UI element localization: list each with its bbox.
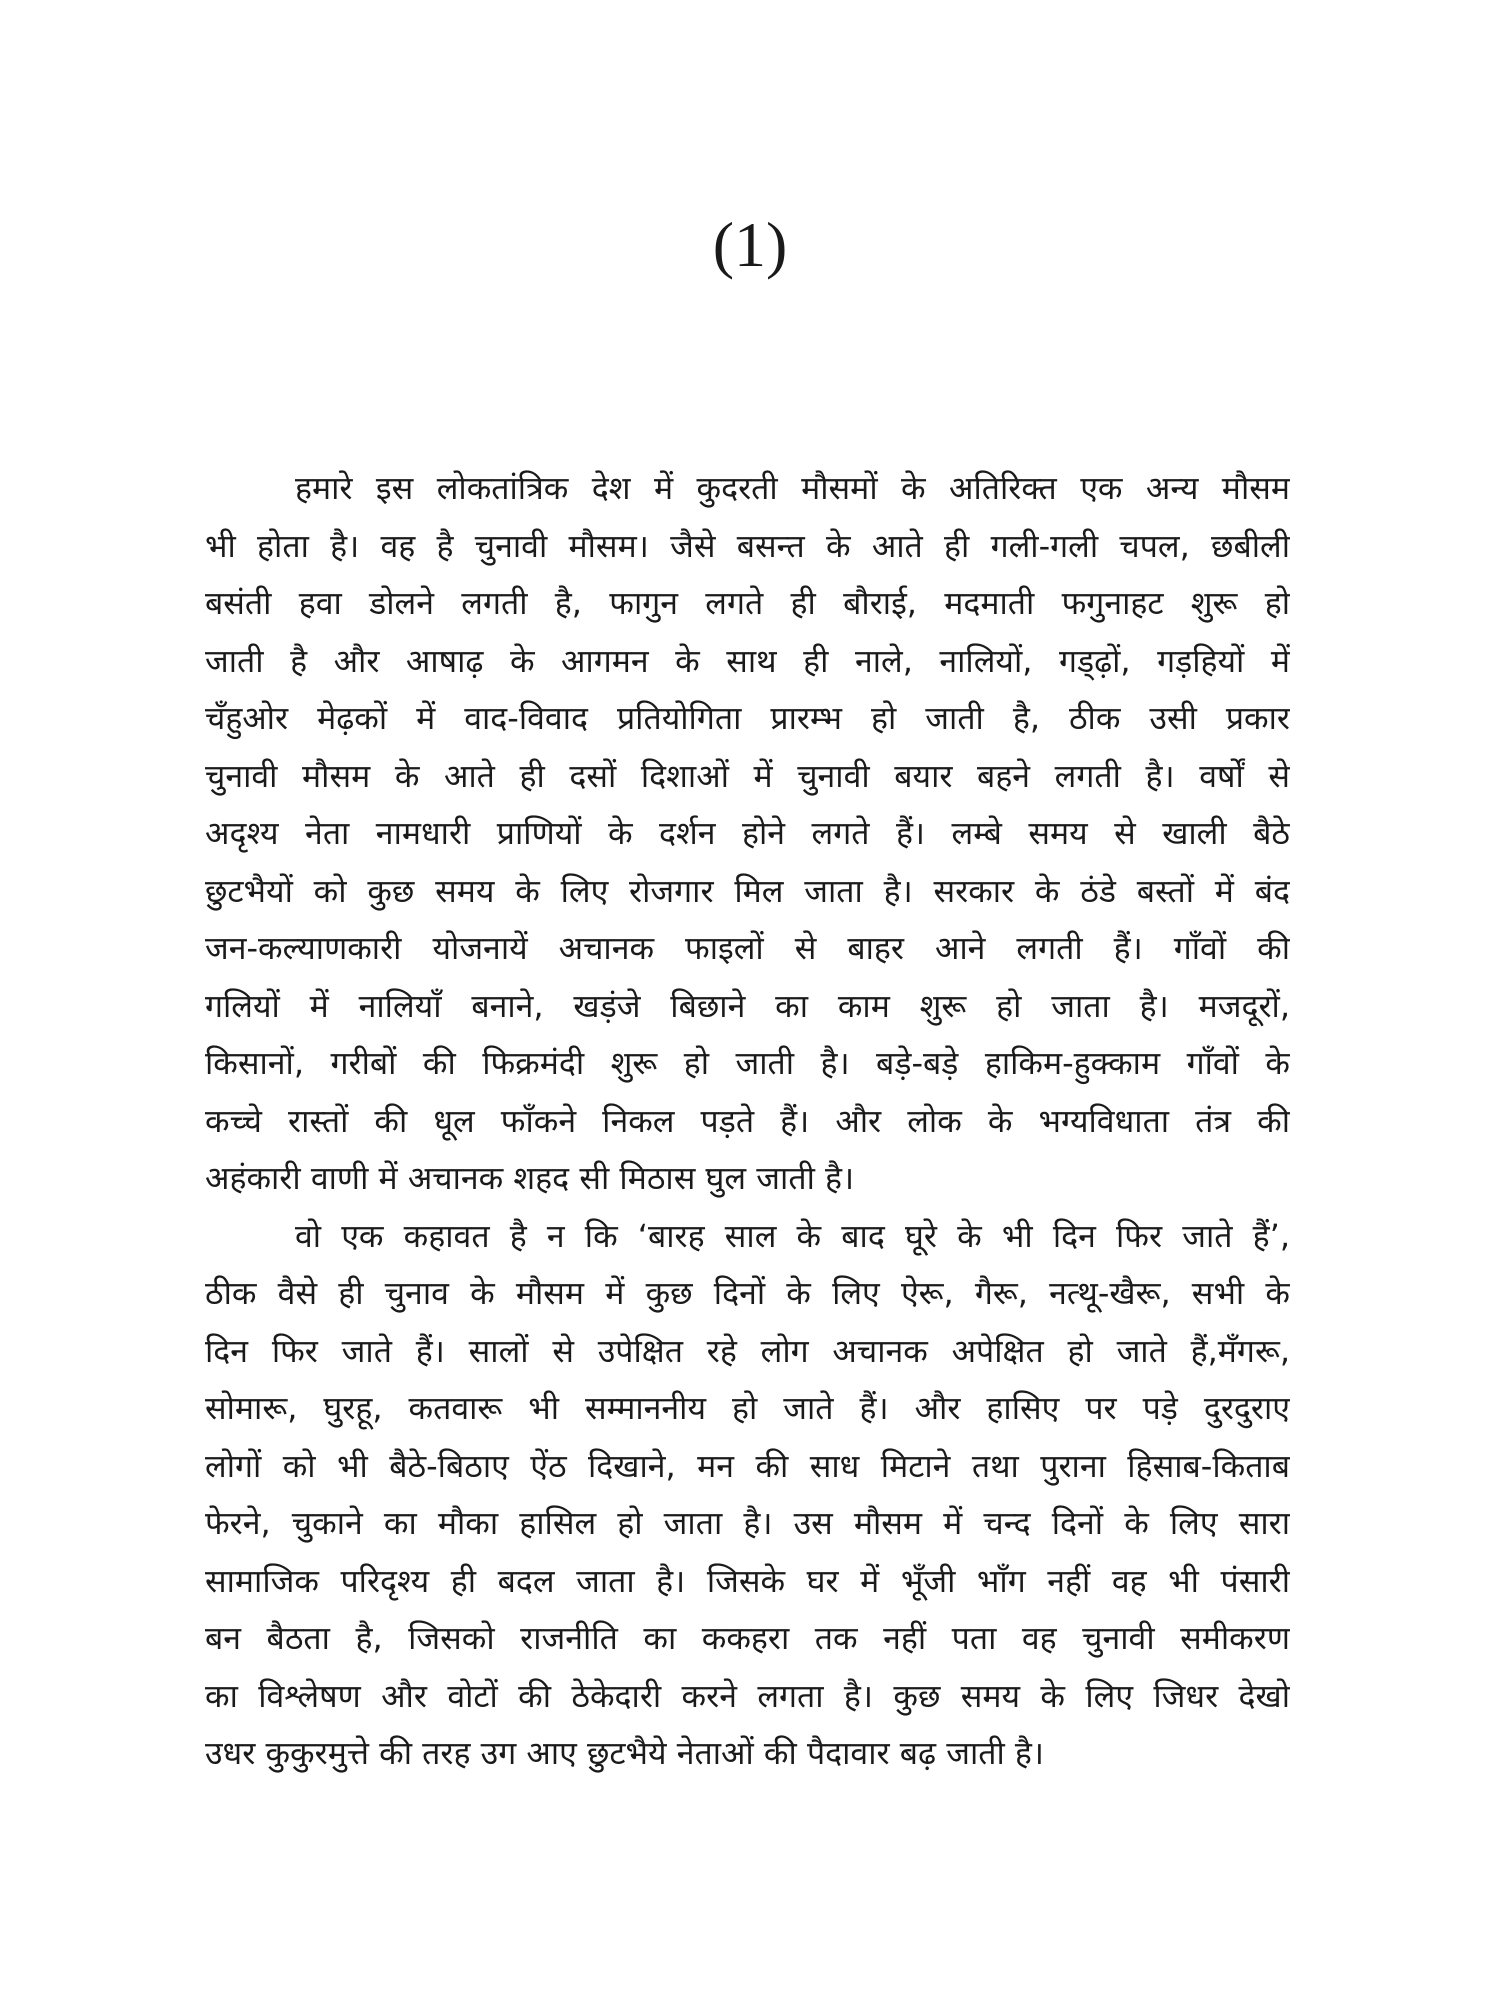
paragraph-line: वो एक कहावत है न कि ‘बारह साल के बाद घूरे के भी दिन फिर जाते हैं’, — [295, 1216, 1290, 1255]
body-text — [205, 460, 1290, 1783]
paragraph-line: दिन फिर जाते हैं। सालों से उपेक्षित रहे लोग अचानक अपेक्षित हो जाते हैं,मँगरू, — [205, 1331, 1290, 1370]
paragraph-line: चुनावी मौसम के आते ही दसों दिशाओं में चुनावी बयार बहने लगती है। वर्षों से — [205, 756, 1290, 795]
paragraph-line: जन-कल्याणकारी योजनायें अचानक फाइलों से बाहर आने लगती हैं। गाँवों की — [205, 929, 1290, 967]
paragraph-line: उधर कुकुरमुत्ते की तरह उग आए छुटभैये नेताओं की पैदावार बढ़ जाती है। — [205, 1734, 1045, 1772]
paragraph-line: चँहुओर मेढ़कों में वाद-विवाद प्रतियोगिता प्रारम्भ हो जाती है, ठीक उसी प्रकार — [205, 699, 1290, 737]
paragraph-2 — [205, 1208, 1290, 1783]
paragraph-line: का विश्लेषण और वोटों की ठेकेदारी करने लगता है। कुछ समय के लिए जिधर देखो — [205, 1676, 1290, 1715]
paragraph-line: किसानों, गरीबों की फिक्रमंदी शुरू हो जाती है। बड़े-बड़े हाकिम-हुक्काम गाँवों के — [205, 1044, 1290, 1082]
paragraph-line: गलियों में नालियाँ बनाने, खड़ंजे बिछाने का काम शुरू हो जाता है। मजदूरों, — [205, 986, 1290, 1025]
paragraph-line: कच्चे रास्तों की धूल फाँकने निकल पड़ते हैं। और लोक के भग्यविधाता तंत्र की — [205, 1101, 1290, 1140]
paragraph-line: अदृश्य नेता नामधारी प्राणियों के दर्शन होने लगते हैं। लम्बे समय से खाली बैठे — [205, 814, 1290, 852]
paragraph-line: फेरने, चुकाने का मौका हासिल हो जाता है। उस मौसम में चन्द दिनों के लिए सारा — [205, 1504, 1290, 1542]
paragraph-line: बसंती हवा डोलने लगती है, फागुन लगते ही बौराई, मदमाती फगुनाहट शुरू हो — [205, 584, 1290, 622]
chapter-number: (1) — [712, 209, 788, 280]
paragraph-line: छुटभैयों को कुछ समय के लिए रोजगार मिल जाता है। सरकार के ठंडे बस्तों में बंद — [205, 871, 1290, 910]
paragraph-line: भी होता है। वह है चुनावी मौसम। जैसे बसन्त के आते ही गली-गली चपल, छबीली — [205, 526, 1290, 565]
paragraph-line: सामाजिक परिदृश्य ही बदल जाता है। जिसके घर में भूँजी भाँग नहीं वह भी पंसारी — [205, 1561, 1290, 1600]
paragraph-line: अहंकारी वाणी में अचानक शहद सी मिठास घुल जाती है। — [205, 1159, 855, 1197]
paragraph-1 — [205, 460, 1290, 1208]
paragraph-line: सोमारू, घुरहू, कतवारू भी सम्माननीय हो जाते हैं। और हासिए पर पड़े दुरदुराए — [205, 1389, 1290, 1427]
paragraph-line: हमारे इस लोकतांत्रिक देश में कुदरती मौसमों के अतिरिक्त एक अन्य मौसम — [295, 469, 1290, 507]
paragraph-line: बन बैठता है, जिसको राजनीति का ककहरा तक नहीं पता वह चुनावी समीकरण — [205, 1619, 1290, 1657]
paragraph-line: जाती है और आषाढ़ के आगमन के साथ ही नाले, नालियों, गड्ढ़ों, गड़हियों में — [205, 641, 1290, 680]
paragraph-line: लोगों को भी बैठे-बिठाए ऐंठ दिखाने, मन की साध मिटाने तथा पुराना हिसाब-किताब — [205, 1446, 1290, 1485]
paragraph-line: ठीक वैसे ही चुनाव के मौसम में कुछ दिनों के लिए ऐरू, गैरू, नत्थू-खैरू, सभी के — [205, 1274, 1290, 1312]
